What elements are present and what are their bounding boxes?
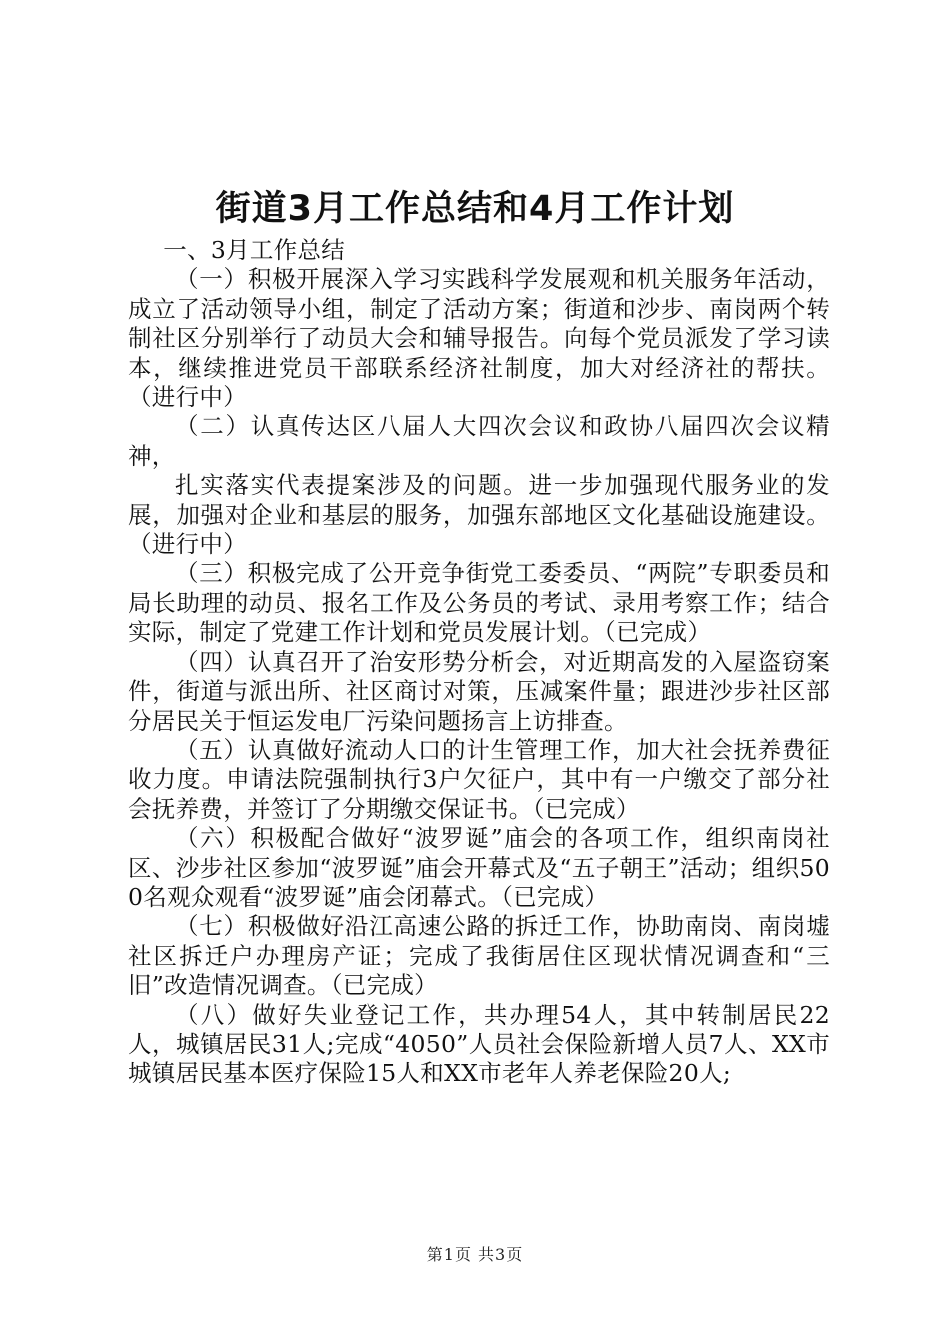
paragraph-7: （六）积极配合做好“波罗诞”庙会的各项工作，组织南岗社区、沙步社区参加“波罗诞”庙会开幕式及“五子朝王”活动；组织500名观众观看“波罗诞”庙会闭幕式。（已完成） [128,824,830,911]
paragraph-9: （八）做好失业登记工作，共办理54人，其中转制居民22人，城镇居民31人;完成“4050”人员社会保险新增人员7人、XX市城镇居民基本医疗保险15人和XX市老年人养老保险20人; [128,1000,830,1088]
paragraph-4: （三）积极完成了公开竞争街党工委委员、“两院”专职委员和局长助理的动员、报名工作及公务员的考试、录用考察工作；结合实际，制定了党建工作计划和党员发展计划。（已完成） [128,559,830,647]
paragraph-8: （七）积极做好沿江高速公路的拆迁工作，协助南岗、南岗墟社区拆迁户办理房产证；完成了我街居住区现状情况调查和“三旧”改造情况调查。（已完成） [128,912,830,1000]
paragraph-5: （四）认真召开了治安形势分析会，对近期高发的入屋盗窃案件，街道与派出所、社区商讨对策，压减案件量；跟进沙步社区部分居民关于恒运发电厂污染问题扬言上访排查。 [128,647,830,735]
document-body [128,236,830,1089]
section-heading: 一、3月工作总结 [163,236,346,264]
paragraph-1: （一）积极开展深入学习实践科学发展观和机关服务年活动，成立了活动领导小组，制定了活动方案；街道和沙步、南岗两个转制社区分别举行了动员大会和辅导报告。向每个党员派发了学习读本，继续推进党员干部联系经济社制度，加大对经济社的帮扶。（进行中） [128,265,830,412]
document-title: 街道3月工作总结和4月工作计划 [215,189,735,229]
paragraph-3: 扎实落实代表提案涉及的问题。进一步加强现代服务业的发展，加强对企业和基层的服务，加强东部地区文化基础设施建设。（进行中） [128,471,830,559]
page-number: 第1页 共3页 [426,1245,524,1264]
paragraph-2: （二）认真传达区八届人大四次会议和政协八届四次会议精神， [128,412,830,470]
paragraph-6: （五）认真做好流动人口的计生管理工作，加大社会抚养费征收力度。申请法院强制执行3户欠征户，其中有一户缴交了部分社会抚养费，并签订了分期缴交保证书。（已完成） [128,735,830,823]
